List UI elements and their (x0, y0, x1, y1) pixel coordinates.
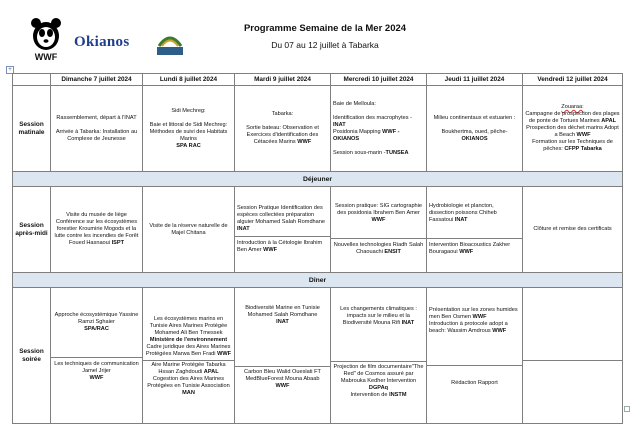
inat-emblem-icon (153, 28, 187, 58)
cell-text: Les écosystèmes marins en Tunisie Aires Marines Protégée Mohamed Ali Ben Tmessek (149, 315, 228, 336)
corner-cell (13, 74, 51, 86)
cell-text: Intervention de (350, 392, 388, 398)
dinner-band: Dîner (13, 273, 623, 288)
page-title: Programme Semaine de la Mer 2024 (243, 23, 407, 34)
cell-text: Campagne de prospection des plages de ponte de Tortues Marines (525, 111, 620, 124)
cell-text: Hydrobiologie et plancton, dissection poissons Chiheb Fassatoui (429, 203, 497, 223)
sub-session (523, 291, 622, 361)
schedule-cell (331, 288, 427, 424)
org-label: SPA RAC (176, 142, 201, 149)
schedule-cell (143, 187, 235, 273)
org-label: WWF (263, 247, 278, 253)
day-header: Mardi 9 juillet 2024 (235, 74, 331, 86)
org-label: WWF (217, 350, 232, 357)
org-label: DGPAq (368, 385, 389, 391)
cell-text: Milieu continentaux et estuarien : Boukhertma, oued, pêche- (433, 114, 516, 135)
sub-session (235, 303, 330, 367)
cell-text: Introduction à protocole adopt a beach: Wassim Amdrous (429, 320, 508, 334)
day-header: Dimanche 7 juillet 2024 (51, 74, 143, 86)
org-label: WWF - OKIANOS (333, 128, 400, 142)
table-header-row (13, 74, 623, 86)
page-subtitle: Du 07 au 12 juillet à Tabarka (271, 40, 379, 50)
cell-text: Cadre juridique des Aires Marines Protégées Marwa Ben Fradi (145, 343, 231, 357)
org-label: SPA/RAC (84, 325, 109, 332)
cell-text: Tabarka: Sortie bateau: Observation et Exercices d'identification des Cétacées Marins (246, 111, 319, 145)
wwf-logo-text: WWF (34, 52, 58, 62)
sub-session (427, 366, 522, 407)
schedule-cell (331, 86, 427, 172)
org-label: ENSIT (384, 249, 401, 255)
lunch-band: Déjeuner (13, 172, 623, 187)
schedule-cell (427, 187, 523, 273)
table-resize-handle[interactable] (624, 406, 630, 412)
sub-session (427, 239, 522, 257)
org-label: WWF (472, 313, 487, 320)
org-label: Ministère de l'environnement (149, 336, 228, 343)
row-header-matinale: Session matinale (13, 86, 51, 172)
cell-text: Aire Marine Protégée Tabarka Hssan Zaghdoudi (151, 361, 226, 375)
day-header: Jeudi 11 juillet 2024 (427, 74, 523, 86)
cell-text: Intervention Bioacoustics Zakher Bouragaoui (429, 242, 511, 255)
cell-text: Session Pratique Identification des espèces collectées préparation alguier Mohamed Salah Romdhane (237, 205, 326, 225)
org-label: WWF (371, 217, 386, 223)
org-label: INAT (333, 121, 346, 128)
org-label: TUNSEA (385, 149, 409, 156)
cell-text: Sidi Mechreg: Baie et littoral de Sidi Mechreg: Méthodes de suivi des Habitats Marins (149, 107, 228, 142)
org-label: INAT (454, 217, 468, 223)
cell-text: Prospection des déchet marins (526, 125, 603, 131)
sub-session (51, 310, 142, 358)
cell-text: Approche écosystémique Yassine Ramzi Sghaier (54, 311, 139, 325)
programme-table (12, 73, 623, 424)
org-label: INAT (276, 319, 289, 325)
cell-text: Zouaraa: (561, 104, 584, 110)
panda-icon (26, 16, 66, 52)
schedule-cell (143, 288, 235, 424)
schedule-cell (51, 288, 143, 424)
schedule-cell (331, 187, 427, 273)
org-label: WWF (576, 132, 591, 138)
table-row (13, 86, 623, 172)
schedule-cell (523, 187, 623, 273)
sub-session (143, 314, 234, 361)
cell-text: Cogestion des Aires Marines Protégées en Tunisie Association (147, 375, 230, 389)
org-label: WWF (275, 383, 290, 389)
schedule-cell (523, 288, 623, 424)
org-label: INAT (401, 320, 415, 326)
schedule-cell (51, 86, 143, 172)
day-header: Mercredi 10 juillet 2024 (331, 74, 427, 86)
cell-text: Rassemblement, départ à l'INAT Arrivée à Tabarka: Installation au Complexe de Jeunesse (55, 114, 138, 142)
schedule-cell (235, 86, 331, 172)
org-label: INAT (237, 226, 250, 232)
schedule-cell (427, 86, 523, 172)
cell-text: Nouvelles technologies Riadh Salah Chaouachi (333, 242, 424, 255)
inat-logo (153, 28, 187, 58)
sub-session (523, 361, 622, 420)
cell-text: Clôture et remise des certificats (533, 226, 612, 232)
row-header-soiree: Session soirée (13, 288, 51, 424)
band-row (13, 172, 623, 187)
cell-text: Visite du musée de liège Conférence sur les écosystèmes forestier Kroumirie Mogods et la lutte contre les incendies de Forêt Foued Hasnaoui (54, 212, 139, 246)
cell-text: Visite de la réserve naturelle de Majel Chitana (149, 222, 228, 236)
band-row (13, 273, 623, 288)
sub-session (51, 358, 142, 402)
org-label: APAL (601, 118, 617, 124)
sub-session (235, 237, 330, 255)
day-header: Vendredi 12 juillet 2024 (523, 74, 623, 86)
org-label: ISPT (111, 240, 125, 246)
sub-session (143, 361, 234, 398)
org-label: WWF (459, 249, 474, 255)
wwf-logo (26, 16, 66, 62)
day-header: Lundi 8 juillet 2024 (143, 74, 235, 86)
schedule-cell (51, 187, 143, 273)
schedule-cell (523, 86, 623, 172)
cell-text: Formation sur les Techniques de pêches: (532, 139, 613, 152)
cell-text: Posidonia Mapping (333, 128, 381, 135)
org-label: APAL (203, 368, 219, 375)
sub-session (331, 239, 426, 257)
org-label: WWF (492, 327, 507, 334)
cell-text: Session pratique: SIG cartographie des posidonia Ibrahem Ben Amer (334, 203, 423, 216)
sub-session (235, 204, 330, 237)
cell-text: Carbon Bleu Walid Oueslati FT MedBlueForest Mouna Abaab (244, 369, 321, 382)
okianos-logo: Okianos (74, 34, 130, 50)
sub-session (427, 305, 522, 366)
row-header-apres-midi: Session après-midi (13, 187, 51, 273)
cell-text: Baie de Melloula: Identification des macrophytes - (333, 100, 412, 121)
schedule-cell (143, 86, 235, 172)
cell-text: Biodiversité Marine en Tunisie Mohamed Salah Romdhane (245, 305, 320, 318)
schedule-cell (235, 187, 331, 273)
table-move-handle[interactable]: + (6, 66, 14, 74)
sub-session (331, 362, 426, 407)
table-row (13, 187, 623, 273)
cell-text: Introduction à la Cétologie Ibrahim Ben Amer (237, 240, 323, 253)
sub-session (427, 202, 522, 239)
org-label: CFPP Tabarka (564, 146, 602, 152)
org-label: MAN (182, 389, 195, 396)
cell-text: Adopt a Beach (554, 125, 619, 138)
org-label: OKIANOS (461, 135, 488, 142)
org-label: INSTM (389, 392, 407, 398)
sub-session (331, 202, 426, 239)
schedule-cell (235, 288, 331, 424)
sub-session (235, 367, 330, 408)
cell-text: Rédaction Rapport (451, 379, 498, 386)
org-label: WWF (297, 139, 312, 145)
org-label: WWF (89, 374, 104, 381)
document-header (0, 0, 630, 66)
cell-text: Les techniques de communication Jamel Jrijer (54, 360, 139, 374)
cell-text: Projection de film documentaire"The Red" de Cosmos assuré par Mabrouka Kedher Intervention (333, 364, 424, 384)
schedule-cell (427, 288, 523, 424)
cell-text: Les changements climatiques : impacts sur le milieu et la Biodiversité Mouna Rifi (340, 306, 417, 326)
sub-session (331, 304, 426, 362)
cell-text: Présentation sur les zones humides men Ben Osmen (429, 306, 518, 320)
cell-text: Session sous-marin - (333, 149, 386, 156)
table-row (13, 288, 623, 424)
